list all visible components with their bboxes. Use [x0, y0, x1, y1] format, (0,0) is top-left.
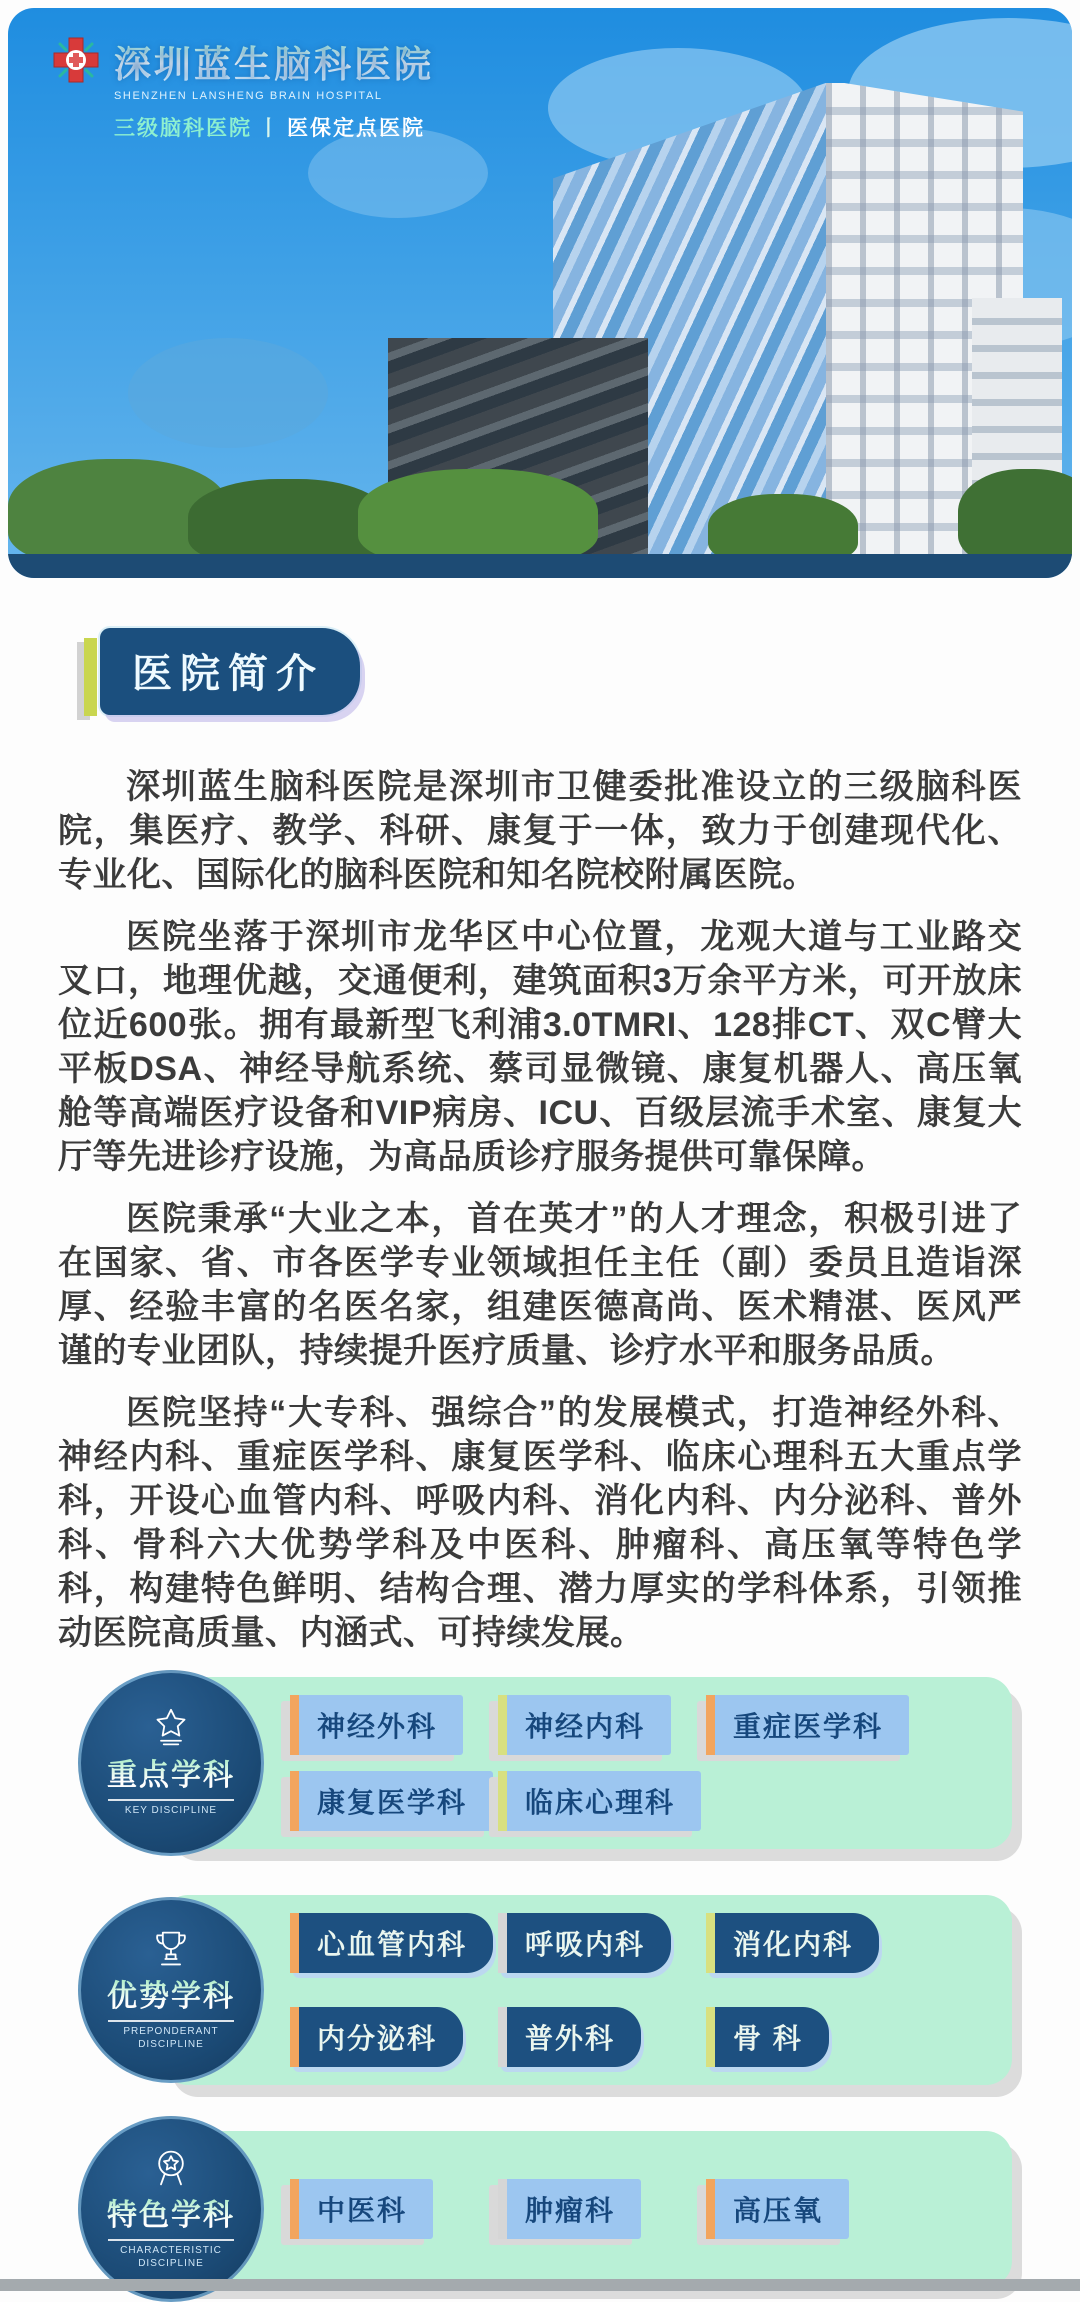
discipline-pill[interactable]: [290, 1913, 493, 1973]
discipline-pill[interactable]: [498, 2179, 641, 2239]
pill-label: 内分泌科: [317, 2023, 438, 2054]
hospital-introduction: [58, 765, 1022, 1655]
tree: [958, 469, 1072, 564]
discipline-badge: [78, 2116, 264, 2302]
tagline-grade: 三级脑科医院: [114, 117, 252, 140]
pill-accent-bar: [290, 2179, 299, 2239]
discipline-pill[interactable]: [290, 2007, 463, 2067]
medal-star-icon: [149, 2148, 193, 2188]
discipline-pill[interactable]: [498, 2007, 641, 2067]
footer-strip: [0, 2279, 1080, 2291]
pill-accent-bar: [290, 1695, 299, 1755]
pill-accent-bar: [498, 1695, 507, 1755]
hospital-name-cn: 深圳蓝生脑科医院: [114, 34, 434, 88]
discipline-pill[interactable]: [290, 2179, 433, 2239]
pill-accent-bar: [706, 2179, 715, 2239]
pill-label: 消化内科: [733, 1929, 854, 1960]
pill-accent-bar: [290, 2007, 299, 2067]
discipline-cards: [0, 1677, 1080, 2287]
tagline-insurance: 医保定点医院: [287, 117, 425, 140]
discipline-card: [107, 1895, 1012, 2085]
pill-accent-bar: [290, 1913, 299, 1973]
badge-subtitle: PREPONDERANT DISCIPLINE: [123, 2026, 219, 2050]
pill-accent-bar: [498, 2179, 507, 2239]
tagline-separator: 丨: [258, 117, 281, 140]
badge-subtitle: KEY DISCIPLINE: [124, 1805, 218, 1817]
pill-label: 康复医学科: [317, 1787, 468, 1818]
distant-haze: [128, 338, 328, 448]
discipline-card: [107, 1677, 1012, 1849]
pill-accent-bar: [706, 1695, 715, 1755]
intro-paragraph: 医院坐落于深圳市龙华区中心位置，龙观大道与工业路交叉口，地理优越，交通便利，建筑面积3万余平方米，可开放床位近600张。拥有最新型飞利浦3.0TMRI、128排CT、双C臂大平板DSA、神经导航系统、蔡司显微镜、康复机器人、高压氧舱等高端医疗设备和VIP病房、ICU、百级层流手术室、康复大厅等先进诊疗设施，为高品质诊疗服务提供可靠保障。: [58, 918, 1022, 1176]
pill-label: 心血管内科: [317, 1929, 468, 1960]
discipline-pill[interactable]: [706, 2179, 849, 2239]
discipline-pill[interactable]: [290, 1771, 493, 1831]
intro-paragraph: 深圳蓝生脑科医院是深圳市卫健委批准设立的三级脑科医院，集医疗、教学、科研、康复于一体，致力于创建现代化、专业化、国际化的脑科医院和知名院校附属医院。: [58, 768, 1022, 894]
logo-text-block: [114, 34, 434, 142]
badge-subtitle: CHARACTERISTIC DISCIPLINE: [120, 2245, 222, 2269]
badge-divider: [108, 2239, 234, 2241]
pill-label: 重症医学科: [733, 1711, 884, 1742]
discipline-pill[interactable]: [498, 1771, 701, 1831]
hospital-name-en: SHENZHEN LANSHENG BRAIN HOSPITAL: [114, 90, 383, 102]
discipline-card: [107, 2131, 1012, 2287]
badge-divider: [108, 2020, 234, 2022]
pill-accent-bar: [706, 1913, 715, 1973]
discipline-pill[interactable]: [498, 1913, 671, 1973]
header-accent-bar: [84, 638, 97, 716]
hospital-tagline: [114, 112, 434, 142]
pill-accent-bar: [706, 2007, 715, 2067]
trophy-icon: [149, 1929, 193, 1969]
pill-accent-bar: [498, 1913, 507, 1973]
pill-label: 神经内科: [525, 1711, 646, 1742]
hospital-logo: [50, 34, 434, 142]
pill-accent-bar: [498, 2007, 507, 2067]
discipline-pill[interactable]: [498, 1695, 671, 1755]
discipline-pill[interactable]: [290, 1695, 463, 1755]
discipline-pill[interactable]: [706, 1913, 879, 1973]
hospital-cross-logo-icon: [50, 34, 102, 86]
section-header: [100, 628, 360, 715]
page-title: 医院简介: [100, 628, 360, 715]
discipline-badge: [78, 1897, 264, 2083]
discipline-pill-grid: [290, 1913, 992, 2067]
pill-label: 神经外科: [317, 1711, 438, 1742]
badge-divider: [108, 1799, 234, 1801]
intro-paragraph: 医院坚持“大专科、强综合”的发展模式，打造神经外科、神经内科、重症医学科、康复医学科、临床心理科五大重点学科，开设心血管内科、呼吸内科、消化内科、内分泌科、普外科、骨科六大优势学科及中医科、肿瘤科、高压氧等特色学科，构建特色鲜明、结构合理、潜力厚实的学科体系，引领推动医院高质量、内涵式、可持续发展。: [58, 1394, 1022, 1652]
badge-title: 特色学科: [107, 2190, 235, 2234]
discipline-badge: [78, 1670, 264, 1856]
discipline-pill-grid: [290, 1695, 992, 1831]
intro-paragraph: 医院秉承“大业之本，首在英才”的人才理念，积极引进了在国家、省、市各医学专业领域担任主任（副）委员且造诣深厚、经验丰富的名医名家，组建医德高尚、医术精湛、医风严谨的专业团队，持续提升医疗质量、诊疗水平和服务品质。: [58, 1200, 1022, 1370]
pill-label: 呼吸内科: [525, 1929, 646, 1960]
tree-band: [8, 454, 1072, 564]
discipline-pill[interactable]: [706, 1695, 909, 1755]
pill-label: 高压氧: [733, 2195, 824, 2226]
pill-label: 骨 科: [733, 2023, 803, 2054]
photo-bottom-band: [8, 554, 1072, 578]
pill-label: 临床心理科: [525, 1787, 676, 1818]
hospital-photo: [8, 8, 1072, 578]
pill-label: 中医科: [317, 2195, 408, 2226]
badge-title: 重点学科: [107, 1750, 235, 1794]
pill-accent-bar: [290, 1771, 299, 1831]
pill-label: 普外科: [525, 2023, 616, 2054]
pill-label: 肿瘤科: [525, 2195, 616, 2226]
tree: [358, 469, 598, 564]
discipline-pill-grid: [290, 2179, 992, 2239]
pill-accent-bar: [498, 1771, 507, 1831]
badge-title: 优势学科: [107, 1971, 235, 2015]
discipline-pill[interactable]: [706, 2007, 829, 2067]
star-hand-icon: [149, 1708, 193, 1748]
